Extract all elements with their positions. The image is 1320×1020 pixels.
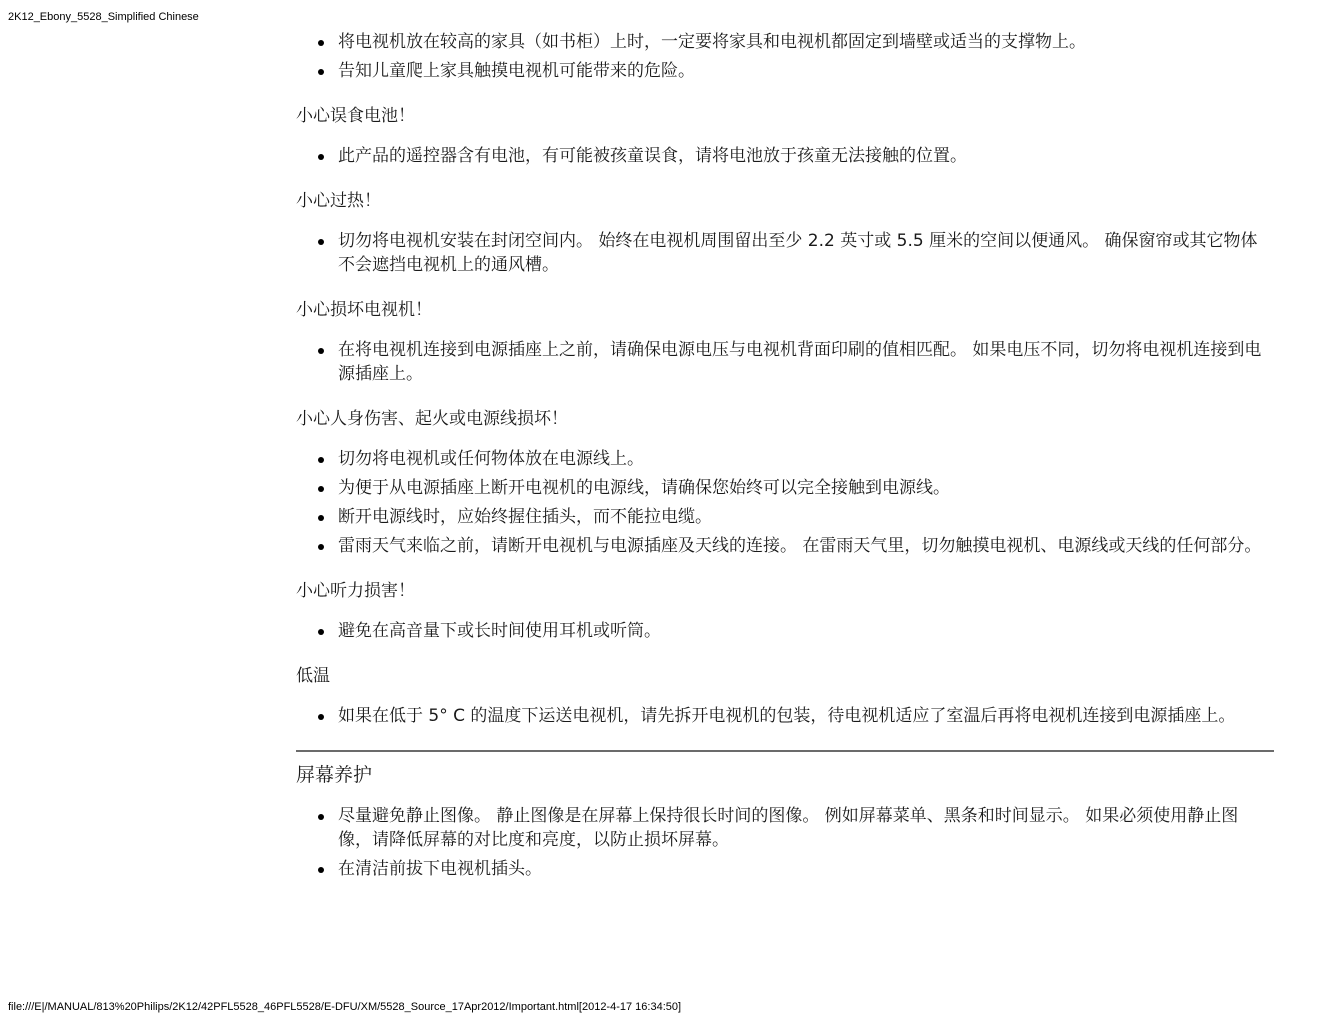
list-item: 将电视机放在较高的家具（如书柜）上时，一定要将家具和电视机都固定到墙壁或适当的支撑物上。 bbox=[296, 30, 1266, 54]
low-temperature-list bbox=[296, 704, 1276, 728]
intro-list bbox=[296, 30, 1276, 83]
list-item: 切勿将电视机安装在封闭空间内。 始终在电视机周围留出至少 2.2 英寸或 5.5 厘米的空间以便通风。 确保窗帘或其它物体不会遮挡电视机上的通风槽。 bbox=[296, 229, 1266, 277]
hearing-list bbox=[296, 619, 1276, 643]
section-title-overheat: 小心过热！ bbox=[296, 191, 381, 211]
list-item: 告知儿童爬上家具触摸电视机可能带来的危险。 bbox=[296, 59, 1266, 83]
list-item: 如果在低于 5° C 的温度下运送电视机，请先拆开电视机的包装，待电视机适应了室温后再将电视机连接到电源插座上。 bbox=[296, 704, 1266, 728]
document-footer-path: file:///E|/MANUAL/813%20Philips/2K12/42PFL5528_46PFL5528/E-DFU/XM/5528_Source_17Apr2012/Important.html[2012-4-17 16:34:50] bbox=[8, 1001, 682, 1013]
section-title-battery: 小心误食电池！ bbox=[296, 106, 415, 126]
list-item: 尽量避免静止图像。 静止图像是在屏幕上保持很长时间的图像。 例如屏幕菜单、黑条和时间显示。 如果必须使用静止图像，请降低屏幕的对比度和亮度，以防止损坏屏幕。 bbox=[296, 804, 1266, 852]
section-title-tv-damage: 小心损坏电视机！ bbox=[296, 300, 432, 320]
section-title-hearing: 小心听力损害！ bbox=[296, 581, 415, 601]
document-header: 2K12_Ebony_5528_Simplified Chinese bbox=[8, 11, 199, 23]
list-item: 为便于从电源插座上断开电视机的电源线，请确保您始终可以完全接触到电源线。 bbox=[296, 476, 1266, 500]
list-item: 在将电视机连接到电源插座上之前，请确保电源电压与电视机背面印刷的值相匹配。 如果电压不同，切勿将电视机连接到电源插座上。 bbox=[296, 338, 1266, 386]
main-content bbox=[296, 30, 1276, 886]
section-heading-screen-care: 屏幕养护 bbox=[296, 764, 373, 786]
injury-list bbox=[296, 447, 1276, 558]
section-title-injury: 小心人身伤害、起火或电源线损坏！ bbox=[296, 409, 568, 429]
list-item: 断开电源线时，应始终握住插头，而不能拉电缆。 bbox=[296, 505, 1266, 529]
list-item: 此产品的遥控器含有电池，有可能被孩童误食，请将电池放于孩童无法接触的位置。 bbox=[296, 144, 1266, 168]
battery-list bbox=[296, 144, 1276, 168]
section-title-low-temperature: 低温 bbox=[296, 666, 330, 686]
list-item: 避免在高音量下或长时间使用耳机或听筒。 bbox=[296, 619, 1266, 643]
list-item: 在清洁前拔下电视机插头。 bbox=[296, 857, 1266, 881]
screen-care-list bbox=[296, 804, 1276, 881]
list-item: 雷雨天气来临之前，请断开电视机与电源插座及天线的连接。 在雷雨天气里，切勿触摸电视机、电源线或天线的任何部分。 bbox=[296, 534, 1266, 558]
list-item: 切勿将电视机或任何物体放在电源线上。 bbox=[296, 447, 1266, 471]
overheat-list bbox=[296, 229, 1276, 277]
tv-damage-list bbox=[296, 338, 1276, 386]
section-divider bbox=[296, 750, 1274, 752]
